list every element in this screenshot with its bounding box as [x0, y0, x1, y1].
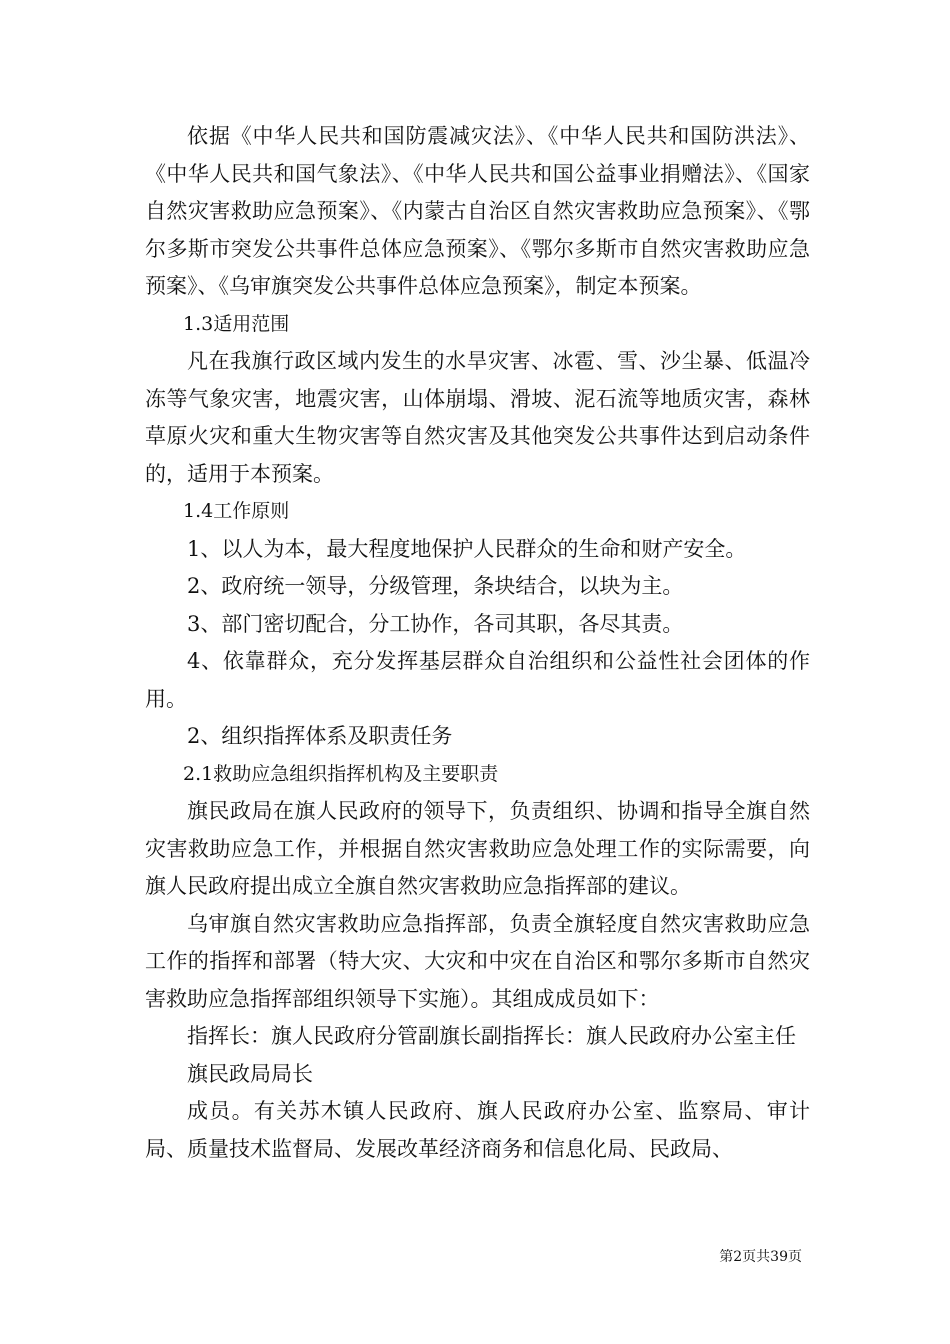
heading-organization: 2、组织指挥体系及职责任务 [187, 724, 453, 748]
principle-item-1: 1、以人为本，最大程度地保护人民群众的生命和财产安全。 [187, 536, 747, 561]
principle-item-2: 2、政府统一领导，分级管理，条块结合，以块为主。 [187, 574, 684, 598]
paragraph-command-hq: 乌审旗自然灾害救助应急指挥部，负责全旗轻度自然灾害救助应急工作的指挥和部署（特大灾、大灾和中灾在自治区和鄂尔多斯市自然灾害救助应急指挥部组织领导下实施）。其组成成员如下： [145, 911, 810, 1011]
paragraph-legal-basis: 依据《中华人民共和国防震减灾法》、《中华人民共和国防洪法》、《中华人民共和国气象法》、《中华人民共和国公益事业捐赠法》、《国家自然灾害救助应急预案》、《内蒙古自治区自然灾害救助应急预案》、《鄂尔多斯市突发公共事件总体应急预案》、《鄂尔多斯市自然灾害救助应急预案》、《乌审旗突发公共事件总体应急预案》，制定本预案。 [145, 124, 810, 298]
paragraph-commander: 指挥长：旗人民政府分管副旗长副指挥长：旗人民政府办公室主任 [187, 1024, 796, 1048]
heading-principles: 1.4工作原则 [183, 500, 290, 522]
paragraph-bureau-director: 旗民政局局长 [187, 1061, 313, 1086]
paragraph-members: 成员。有关苏木镇人民政府、旗人民政府办公室、监察局、审计局、质量技术监督局、发展改革经济商务和信息化局、民政局、 [145, 1099, 810, 1161]
paragraph-civil-affairs: 旗民政局在旗人民政府的领导下，负责组织、协调和指导全旗自然灾害救助应急工作，并根据自然灾害救助应急处理工作的实际需要，向旗人民政府提出成立全旗自然灾害救助应急指挥部的建议。 [145, 799, 810, 898]
principle-item-4: 4、依靠群众，充分发挥基层群众自治组织和公益性社会团体的作用。 [145, 649, 810, 711]
heading-scope: 1.3适用范围 [183, 312, 290, 335]
heading-command-structure: 2.1救助应急组织指挥机构及主要职责 [183, 762, 499, 785]
paragraph-scope: 凡在我旗行政区域内发生的水旱灾害、冰雹、雪、沙尘暴、低温冷冻等气象灾害，地震灾害，山体崩塌、滑坡、泥石流等地质灾害，森林草原火灾和重大生物灾害等自然灾害及其他突发公共事件达到启动条件的，适用于本预案。 [145, 349, 810, 486]
principle-item-3: 3、部门密切配合，分工协作，各司其职，各尽其责。 [187, 611, 684, 636]
document-body [145, 118, 810, 1168]
page-number: 第2页共39页 [719, 1249, 802, 1265]
